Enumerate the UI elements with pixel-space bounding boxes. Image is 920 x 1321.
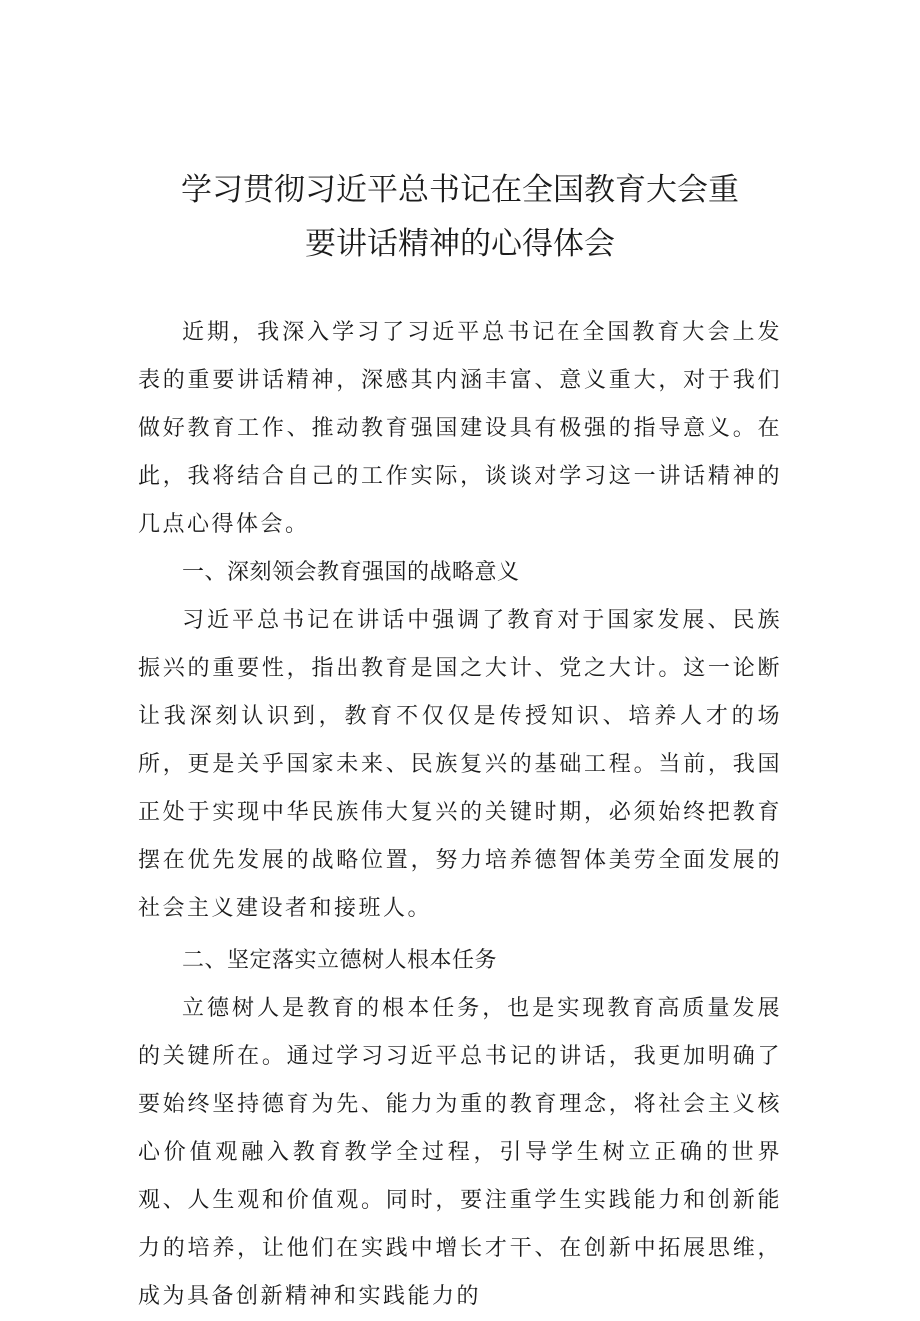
title-line-2: 要讲话精神的心得体会 (305, 226, 615, 262)
document-body (138, 309, 782, 1321)
section-2-heading: 二、坚定落实立德树人根本任务 (182, 948, 498, 973)
title-line-1: 学习贯彻习近平总书记在全国教育大会重 (181, 172, 739, 208)
intro-paragraph: 近期，我深入学习了习近平总书记在全国教育大会上发表的重要讲话精神，深感其内涵丰富、意义重大，对于我们做好教育工作、推动教育强国建设具有极强的指导意义。在此，我将结合自己的工作实际，谈谈对学习这一讲话精神的几点心得体会。 (138, 320, 782, 537)
document-title (120, 163, 800, 271)
section-2-paragraph: 立德树人是教育的根本任务，也是实现教育高质量发展的关键所在。通过学习习近平总书记的讲话，我更加明确了要始终坚持德育为先、能力为重的教育理念，将社会主义核心价值观融入教育教学全过程，引导学生树立正确的世界观、人生观和价值观。同时，要注重学生实践能力和创新能力的培养，让他们在实践中增长才干、在创新中拓展思维，成为具备创新精神和实践能力的 (138, 996, 782, 1309)
section-1-paragraph: 习近平总书记在讲话中强调了教育对于国家发展、民族振兴的重要性，指出教育是国之大计、党之大计。这一论断让我深刻认识到，教育不仅仅是传授知识、培养人才的场所，更是关乎国家未来、民族复兴的基础工程。当前，我国正处于实现中华民族伟大复兴的关键时期，必须始终把教育摆在优先发展的战略位置，努力培养德智体美劳全面发展的社会主义建设者和接班人。 (138, 608, 782, 921)
section-1-heading: 一、深刻领会教育强国的战略意义 (182, 560, 520, 585)
